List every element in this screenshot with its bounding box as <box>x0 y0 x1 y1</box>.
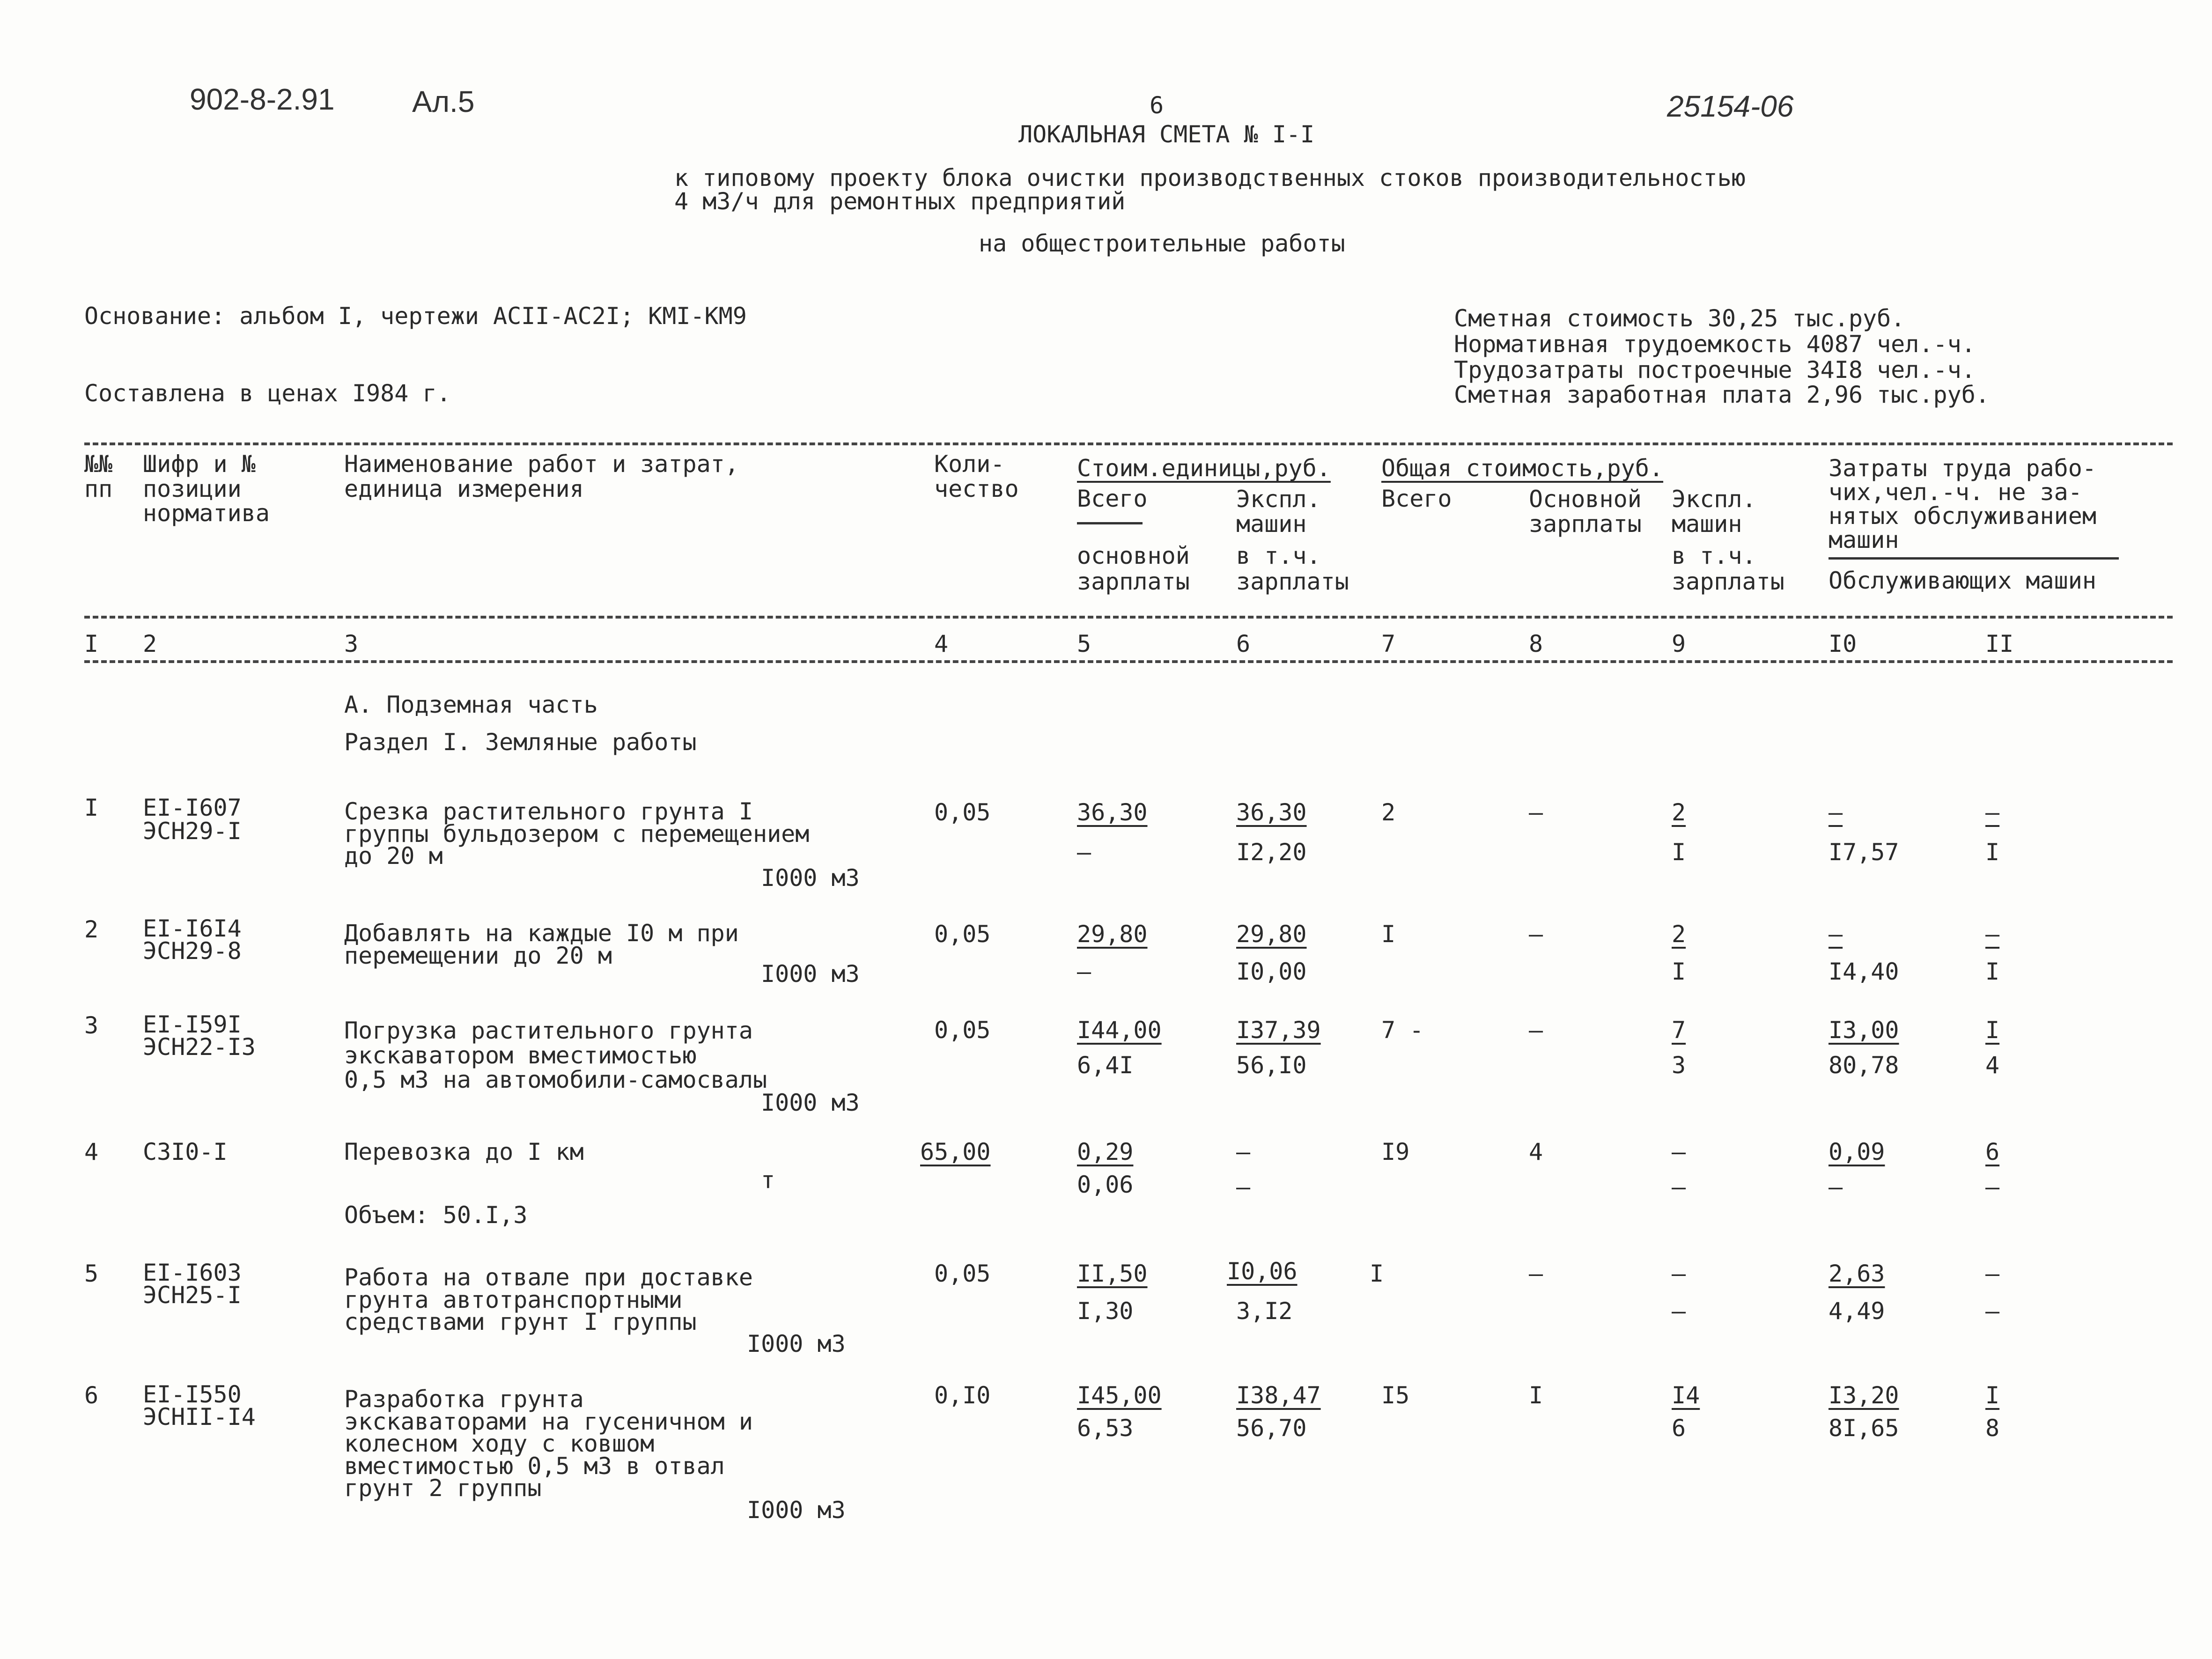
row-unit-machines: – <box>1236 1138 1251 1165</box>
row-note: Объем: 50.I,3 <box>344 1202 528 1229</box>
row-total-wages: 4 <box>1529 1138 1543 1165</box>
col-header-6-top: Экспл. машин <box>1236 486 1321 538</box>
row-unit-machine-wages: I2,20 <box>1236 839 1307 866</box>
row-number: 2 <box>84 916 99 943</box>
row-unit: т <box>761 1166 775 1194</box>
row-labor-workers: I3,00 <box>1829 1017 1899 1044</box>
basis-line: Основание: альбом I, чертежи АСII-АС2I; КМI-КМ9 <box>84 302 747 330</box>
row-total-machines: 2 <box>1672 921 1686 948</box>
row-total-machine-wages: – <box>1672 1173 1686 1201</box>
album-number: Ал.5 <box>412 85 475 118</box>
row-total-machines: I4 <box>1672 1382 1700 1409</box>
row-unit-machines: 29,80 <box>1236 921 1307 948</box>
row-unit-wages: 6,53 <box>1077 1415 1134 1442</box>
row-labor-workers: 0,09 <box>1829 1138 1885 1165</box>
row-labor-workers-b: I4,40 <box>1829 958 1899 985</box>
col-header-quantity: Коли- чество <box>934 450 1019 502</box>
col-group-labor: Затраты труда рабо- чих,чел.-ч. не за- нятых обслуживанием машин <box>1829 455 2096 553</box>
scope-line: на общестроительные работы <box>979 230 1345 257</box>
row-quantity: 0,05 <box>934 921 991 948</box>
row-unit-machine-wages: – <box>1236 1173 1251 1201</box>
row-unit: I000 м3 <box>747 1330 846 1357</box>
row-unit-machine-wages: 56,I0 <box>1236 1052 1307 1079</box>
subtitle-line-1: к типовому проекту блока очистки производственных стоков производительностью <box>674 164 1746 192</box>
document-title: ЛОКАЛЬНАЯ СМЕТА № I-I <box>1018 121 1315 148</box>
col-header-labor-sub: Обслуживающих машин <box>1829 567 2096 594</box>
row-total: 7 - <box>1381 1017 1424 1044</box>
col-header-9-bottom: в т.ч. зарплаты <box>1672 542 1784 595</box>
summary-site-labor: Трудозатраты построечные 34I8 чел.-ч. <box>1454 356 1976 383</box>
row-unit-total: 29,80 <box>1077 921 1148 948</box>
col-header-5-divider <box>1077 522 1143 524</box>
col-header-9-top: Экспл. машин <box>1672 486 1756 538</box>
row-labor-workers: – <box>1829 799 1843 826</box>
col-header-6-bottom: в т.ч. зарплаты <box>1236 542 1349 595</box>
row-total: 2 <box>1381 799 1396 826</box>
row-total-machines: 7 <box>1672 1017 1686 1044</box>
col-header-number: №№ пп <box>84 450 113 502</box>
row-quantity: 65,00 <box>920 1138 991 1165</box>
row-labor-machines: – <box>1985 921 2000 948</box>
summary-normative-labor: Нормативная трудоемкость 4087 чел.-ч. <box>1454 331 1976 358</box>
row-labor-machines: I <box>1985 1017 2000 1044</box>
row-work-name: Срезка растительного грунта I группы бульдозером с перемещением до 20 м <box>344 798 810 870</box>
row-labor-workers-b: 8I,65 <box>1829 1415 1899 1442</box>
row-unit-wages: 0,06 <box>1077 1171 1134 1198</box>
row-work-name: Погрузка растительного грунта экскаватором вместимостью 0,5 м3 на автомобили-самосвалы <box>344 1017 767 1093</box>
subtitle-line-2: 4 м3/ч для ремонтных предприятий <box>674 188 1126 215</box>
col-number-11: II <box>1985 630 2014 657</box>
row-code: ЕI-I550 ЭСНII-I4 <box>143 1381 256 1430</box>
col-number-2: 2 <box>143 630 157 657</box>
row-unit-wages: 6,4I <box>1077 1052 1134 1079</box>
col-header-7: Всего <box>1381 485 1452 512</box>
row-unit-wages: – <box>1077 958 1091 985</box>
archive-number: 25154-06 <box>1667 89 1794 123</box>
page-number: 6 <box>1150 92 1164 119</box>
document-code: 902-8-2.91 <box>190 82 335 116</box>
row-total-machine-wages: 3 <box>1672 1052 1686 1079</box>
row-labor-machines-b: I <box>1985 839 2000 866</box>
row-labor-machines: 6 <box>1985 1138 2000 1165</box>
col-number-6: 6 <box>1236 630 1251 657</box>
col-number-9: 9 <box>1672 630 1686 657</box>
row-total-machine-wages: I <box>1672 839 1686 866</box>
col-header-name: Наименование работ и затрат, единица измерения <box>344 450 739 502</box>
col-group-unit-cost: Стоим.единицы,руб. <box>1077 455 1331 482</box>
section-heading: Раздел I. Земляные работы <box>344 729 697 756</box>
row-total-machines: – <box>1672 1138 1686 1165</box>
row-total-machine-wages: I <box>1672 958 1686 985</box>
row-number: 4 <box>84 1138 99 1165</box>
column-numbers-rule <box>84 660 2173 663</box>
row-labor-workers: I3,20 <box>1829 1382 1899 1409</box>
col-header-code: Шифр и № позиции норматива <box>143 450 270 527</box>
row-labor-machines-b: 8 <box>1985 1415 2000 1442</box>
row-labor-machines: – <box>1985 1260 2000 1287</box>
row-labor-machines-b: I <box>1985 958 2000 985</box>
row-unit: I000 м3 <box>747 1497 846 1524</box>
col-number-10: I0 <box>1829 630 1857 657</box>
row-unit: I000 м3 <box>761 1089 860 1116</box>
row-number: 6 <box>84 1382 99 1409</box>
header-top-rule <box>84 442 2173 445</box>
row-code: ЕI-I59I ЭСН22-I3 <box>143 1011 256 1061</box>
row-code: С3I0-I <box>143 1138 228 1165</box>
row-total-wages: I <box>1529 1382 1543 1409</box>
col-header-5-bottom: основной зарплаты <box>1077 542 1190 595</box>
row-labor-workers-b: – <box>1829 1173 1843 1201</box>
row-labor-machines: – <box>1985 799 2000 826</box>
row-unit-machine-wages: 56,70 <box>1236 1415 1307 1442</box>
row-labor-machines-b: – <box>1985 1173 2000 1201</box>
col-group-labor-divider <box>1829 557 2119 560</box>
row-labor-workers-b: I7,57 <box>1829 839 1899 866</box>
row-unit-total: I44,00 <box>1077 1017 1162 1044</box>
row-unit-machine-wages: 3,I2 <box>1236 1298 1293 1325</box>
header-bottom-rule <box>84 616 2173 619</box>
row-total-machines: – <box>1672 1260 1686 1287</box>
row-code: ЕI-I6I4 ЭСН29-8 <box>143 915 242 965</box>
row-unit-total: 36,30 <box>1077 799 1148 826</box>
row-unit: I000 м3 <box>761 960 860 988</box>
col-number-1: I <box>84 630 99 657</box>
row-labor-workers: – <box>1829 921 1843 948</box>
row-unit-machine-wages: I0,00 <box>1236 958 1307 985</box>
row-total-wages: – <box>1529 1260 1543 1287</box>
row-unit-machines: I0,06 <box>1227 1258 1298 1285</box>
row-labor-machines-b: – <box>1985 1298 2000 1325</box>
row-work-name: Разработка грунта экскаваторами на гусеничном и колесном ходу с ковшом вместимостью 0,5 м3 в отвал грунт 2 группы <box>344 1386 753 1502</box>
row-total-wages: – <box>1529 1017 1543 1044</box>
row-total-machines: 2 <box>1672 799 1686 826</box>
row-labor-machines-b: 4 <box>1985 1052 2000 1079</box>
row-total: I5 <box>1381 1382 1410 1409</box>
row-labor-machines: I <box>1985 1382 2000 1409</box>
row-quantity: 0,05 <box>934 799 991 826</box>
row-number: 5 <box>84 1260 99 1287</box>
row-unit-machines: 36,30 <box>1236 799 1307 826</box>
col-group-total-cost: Общая стоимость,руб. <box>1381 455 1664 482</box>
row-total-wages: – <box>1529 921 1543 948</box>
row-unit: I000 м3 <box>761 864 860 892</box>
row-total: I <box>1370 1260 1384 1287</box>
col-number-4: 4 <box>934 630 949 657</box>
row-total-machine-wages: – <box>1672 1298 1686 1325</box>
row-unit-total: 0,29 <box>1077 1138 1134 1165</box>
col-header-8: Основной зарплаты <box>1529 486 1642 538</box>
col-number-8: 8 <box>1529 630 1543 657</box>
summary-estimated-cost: Сметная стоимость 30,25 тыс.руб. <box>1454 305 1905 332</box>
row-quantity: 0,I0 <box>934 1382 991 1409</box>
col-number-5: 5 <box>1077 630 1091 657</box>
row-unit-wages: – <box>1077 839 1091 866</box>
row-labor-workers-b: 4,49 <box>1829 1298 1885 1325</box>
row-quantity: 0,05 <box>934 1017 991 1044</box>
row-number: 3 <box>84 1012 99 1039</box>
row-number: I <box>84 794 99 821</box>
prices-line: Составлена в ценах I984 г. <box>84 380 451 407</box>
col-number-3: 3 <box>344 630 359 657</box>
row-work-name: Работа на отвале при доставке грунта автотранспортными средствами грунт I группы <box>344 1264 753 1335</box>
row-unit-total: I45,00 <box>1077 1382 1162 1409</box>
row-unit-total: II,50 <box>1077 1260 1148 1287</box>
row-total: I <box>1381 921 1396 948</box>
col-number-7: 7 <box>1381 630 1396 657</box>
row-code: ЕI-I607 ЭСН29-I <box>143 794 242 845</box>
row-code: ЕI-I603 ЭСН25-I <box>143 1259 242 1309</box>
row-quantity: 0,05 <box>934 1260 991 1287</box>
row-unit-machines: I38,47 <box>1236 1382 1321 1409</box>
row-total: I9 <box>1381 1138 1410 1165</box>
row-labor-workers: 2,63 <box>1829 1260 1885 1287</box>
part-heading: А. Подземная часть <box>344 691 598 718</box>
col-header-5-top: Всего <box>1077 485 1148 512</box>
row-total-wages: – <box>1529 799 1543 826</box>
row-unit-machines: I37,39 <box>1236 1017 1321 1044</box>
row-total-machine-wages: 6 <box>1672 1415 1686 1442</box>
row-labor-workers-b: 80,78 <box>1829 1052 1899 1079</box>
row-unit-wages: I,30 <box>1077 1298 1134 1325</box>
row-work-name: Добавлять на каждые I0 м при перемещении до 20 м <box>344 920 739 969</box>
row-work-name: Перевозка до I км <box>344 1138 584 1165</box>
summary-wages: Сметная заработная плата 2,96 тыс.руб. <box>1454 381 1990 408</box>
